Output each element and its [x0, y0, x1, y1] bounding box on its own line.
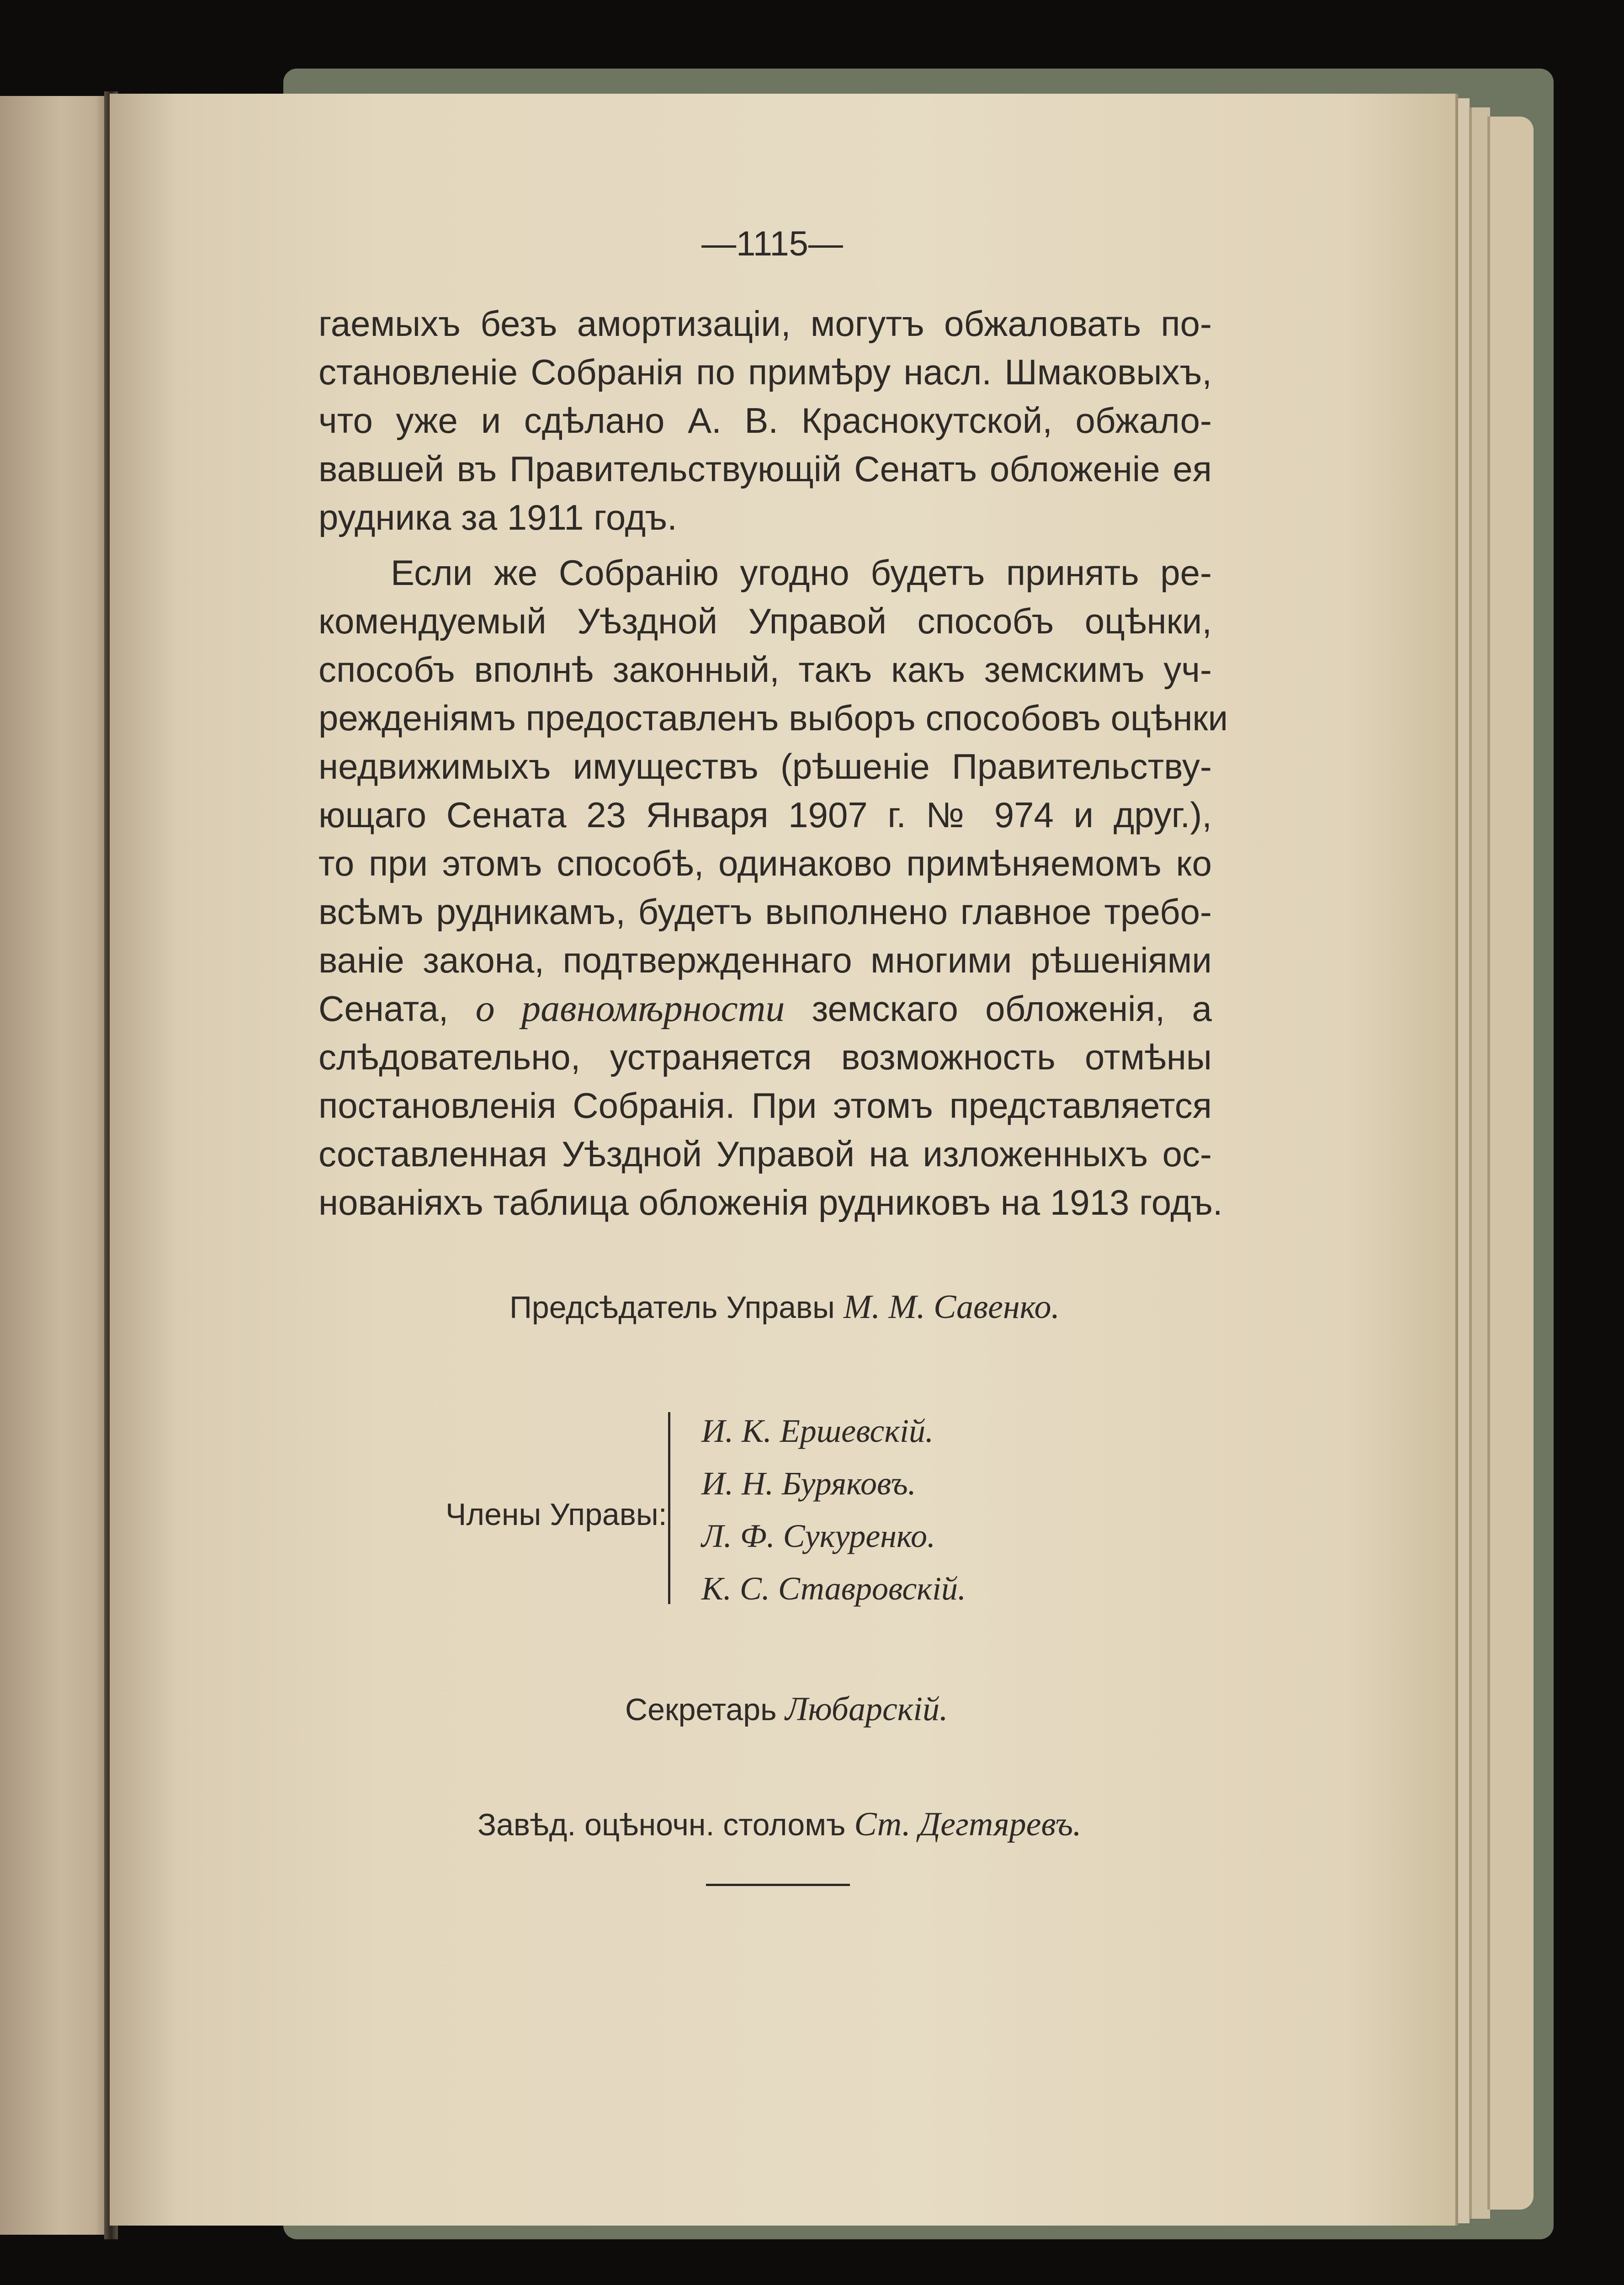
closing-rule	[706, 1884, 850, 1886]
chairman-name: М. М. Савенко.	[843, 1288, 1060, 1326]
member-name: Л. Ф. Сукуренко.	[701, 1518, 935, 1554]
member-name: И. Н. Буряковъ.	[701, 1465, 916, 1502]
page-number: —1115—	[701, 224, 843, 263]
chairman-signature	[509, 1288, 1060, 1327]
secretary-signature	[625, 1690, 948, 1729]
italic-phrase: о равномѣрности	[475, 987, 785, 1030]
text-segment: земскаго обложенія, а	[812, 988, 1212, 1029]
text-line: составленная Уѣздной Управой на изложенныхъ ос-	[318, 1134, 1212, 1174]
text-line: становленіе Собранія по примѣру насл. Шмаковыхъ,	[318, 352, 1212, 392]
text-line: слѣдовательно, устраняется возможность отмѣны	[318, 1037, 1212, 1077]
text-line: ющаго Сената 23 Января 1907 г. № 974 и друг.),	[318, 795, 1212, 835]
text-line: Если же Собранію угодно будетъ принять ре-	[391, 553, 1212, 593]
text-line: рудника за 1911 годъ.	[318, 497, 677, 537]
text-line: способъ вполнѣ законный, такъ какъ земскимъ уч-	[318, 649, 1212, 690]
text-line: то при этомъ способѣ, одинаково примѣняемомъ ко	[318, 843, 1212, 883]
text-line: ваніе закона, подтвержденнаго многими рѣшеніями	[318, 940, 1212, 980]
valuation-head-label: Завѣд. оцѣночн. столомъ	[478, 1807, 846, 1842]
member-name: И. К. Ершевскій.	[701, 1413, 934, 1449]
text-segment: Сената,	[318, 988, 449, 1029]
members-label: Члены Управы:	[446, 1497, 667, 1532]
chairman-label: Предсѣдатель Управы	[509, 1290, 835, 1325]
members-brace	[668, 1412, 677, 1604]
text-line: что уже и сдѣлано А. В. Краснокутской, обжало-	[318, 400, 1212, 441]
text-line: недвижимыхъ имуществъ (рѣшеніе Правительству-	[318, 746, 1212, 786]
text-line: нованіяхъ таблица обложенія рудниковъ на 1913 годъ.	[318, 1182, 1223, 1222]
text-line: режденіямъ предоставленъ выборъ способовъ оцѣнки	[318, 698, 1228, 738]
text-line: вавшей въ Правительствующій Сенатъ обложеніе ея	[318, 449, 1212, 489]
valuation-head-name: Ст. Дегтяревъ.	[854, 1806, 1082, 1843]
left-facing-page	[0, 96, 112, 2235]
text-line: постановленія Собранія. При этомъ представляется	[318, 1085, 1212, 1126]
text-line: гаемыхъ безъ амортизаціи, могутъ обжаловать по-	[318, 303, 1212, 344]
page-edge	[1487, 117, 1534, 2210]
valuation-head-signature	[478, 1805, 1082, 1844]
member-name: К. С. Ставровскій.	[701, 1570, 966, 1607]
text-line: всѣмъ рудникамъ, будетъ выполнено главное требо-	[318, 892, 1212, 932]
secretary-name: Любарскій.	[785, 1690, 948, 1728]
secretary-label: Секретарь	[625, 1692, 777, 1727]
text-line: комендуемый Уѣздной Управой способъ оцѣнки,	[318, 601, 1212, 641]
text-line-italic	[318, 984, 1212, 1033]
